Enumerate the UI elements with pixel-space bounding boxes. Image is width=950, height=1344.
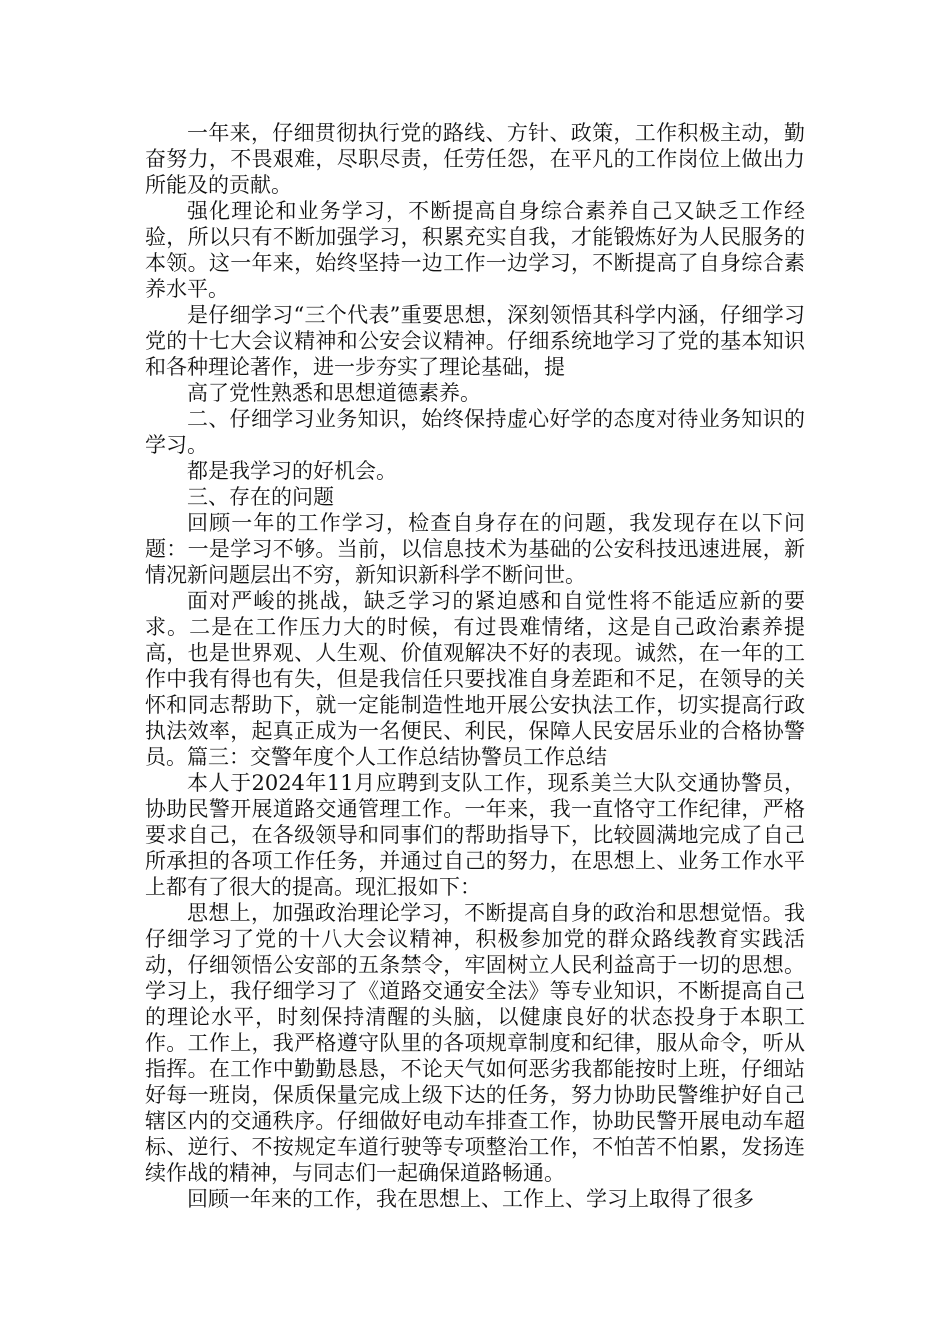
section-heading: 三、存在的问题 [187, 485, 334, 509]
paragraph: 回顾一年来的工作，我在思想上、工作上、学习上取得了很多 [187, 1187, 754, 1211]
paragraph: 高了党性熟悉和思想道德素养。 [187, 381, 481, 405]
paragraph: 二、仔细学习业务知识，始终保持虚心好学的态度对待业务知识的学习。 [145, 407, 805, 457]
paragraph: 本人于2024年11月应聘到支队工作，现系美兰大队交通协警员，协助民警开展道路交通管理工作。一年来，我一直恪守工作纪律，严格要求自己，在各级领导和同事们的帮助指导下，比较圆满地完成了自己所承担的各项工作任务，并通过自己的努力，在思想上、业务工作水平上都有了很大的提高。现汇报如下： [145, 771, 805, 899]
paragraph: 回顾一年的工作学习，检查自身存在的问题，我发现存在以下问题：一是学习不够。当前，以信息技术为基础的公安科技迅速进展，新情况新问题层出不穷，新知识新科学不断问世。 [145, 511, 805, 587]
document-body [145, 120, 805, 1212]
paragraph: 面对严峻的挑战，缺乏学习的紧迫感和自觉性将不能适应新的要求。二是在工作压力大的时候，有过畏难情绪，这是自己政治素养提高，也是世界观、人生观、价值观解决不好的表现。诚然，在一年的工作中我有得也有失，但是我信任只要找准自身差距和不足，在领导的关怀和同志帮助下，就一定能制造性地开展公安执法工作，切实提高行政执法效率，起真正成为一名便民、利民，保障人民安居乐业的合格协警员。篇三：交警年度个人工作总结协警员工作总结 [145, 589, 805, 769]
paragraph: 都是我学习的好机会。 [187, 459, 397, 483]
paragraph: 思想上，加强政治理论学习，不断提高自身的政治和思想觉悟。我仔细学习了党的十八大会议精神，积极参加党的群众路线教育实践活动，仔细领悟公安部的五条禁令，牢固树立人民利益高于一切的思想。学习上，我仔细学习了《道路交通安全法》等专业知识，不断提高自己的理论水平，时刻保持清醒的头脑，以健康良好的状态投身于本职工作。工作上，我严格遵守队里的各项规章制度和纪律，服从命令，听从指挥。在工作中勤勤恳恳，不论天气如何恶劣我都能按时上班，仔细站好每一班岗，保质保量完成上级下达的任务，努力协助民警维护好自己辖区内的交通秩序。仔细做好电动车排查工作，协助民警开展电动车超标、逆行、不按规定车道行驶等专项整治工作，不怕苦不怕累，发扬连续作战的精神，与同志们一起确保道路畅通。 [145, 901, 805, 1185]
paragraph: 强化理论和业务学习，不断提高自身综合素养自己又缺乏工作经验，所以只有不断加强学习，积累充实自我，才能锻炼好为人民服务的本领。这一年来，始终坚持一边工作一边学习，不断提高了自身综合素养水平。 [145, 199, 805, 301]
paragraph: 是仔细学习“三个代表”重要思想，深刻领悟其科学内涵，仔细学习党的十七大会议精神和公安会议精神。仔细系统地学习了党的基本知识和各种理论著作，进一步夯实了理论基础，提 [145, 303, 805, 379]
paragraph: 一年来，仔细贯彻执行党的路线、方针、政策，工作积极主动，勤奋努力，不畏艰难，尽职尽责，任劳任怨，在平凡的工作岗位上做出力所能及的贡献。 [145, 121, 805, 197]
